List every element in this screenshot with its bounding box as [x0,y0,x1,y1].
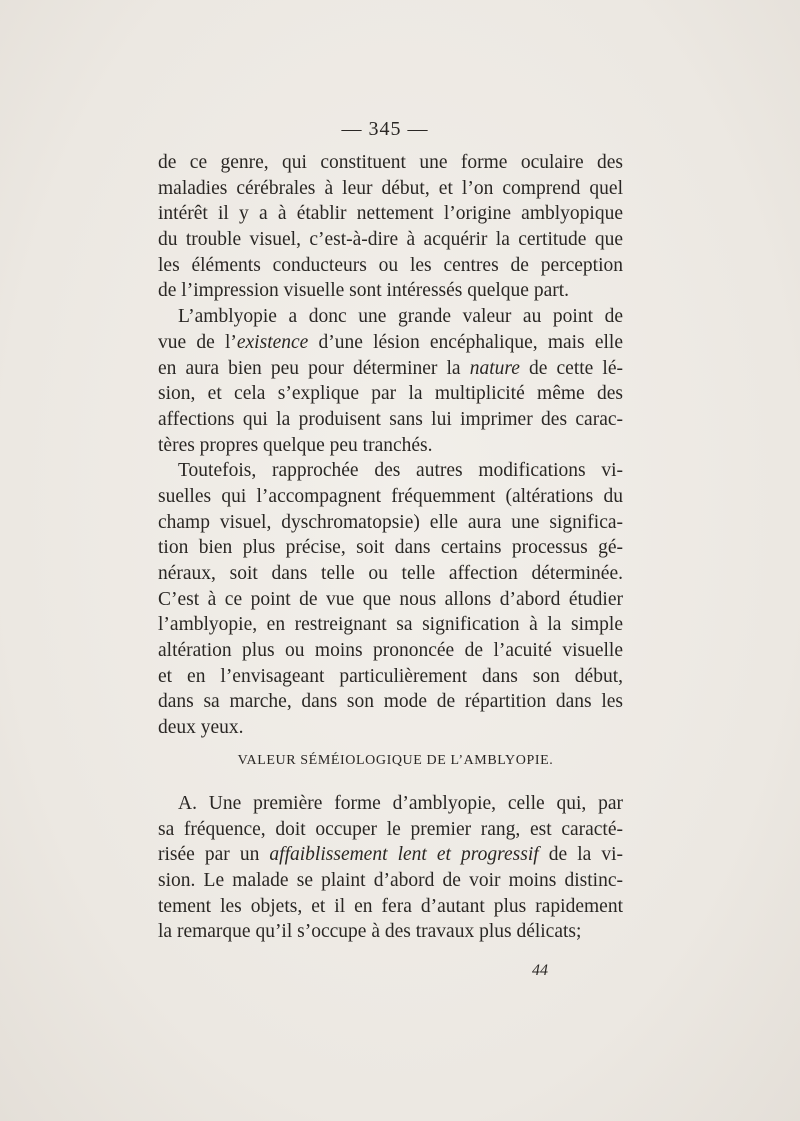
text-line: dans sa marche, dans son mode de répartition dans les [158,691,623,713]
text-line: Toutefois, rapprochée des autres modifications vi- [178,460,623,482]
text-line [158,356,623,382]
text-line: tement les objets, et il en fera d’autant plus rapidement [158,895,623,917]
text-run: en aura bien peu pour déterminer la [158,357,470,379]
text-line: néraux, soit dans telle ou telle affection déterminée. [158,563,623,584]
text-line: sion, et cela s’explique par la multiplicité même des [158,383,623,405]
body-text [158,150,623,945]
text-run: d’une lésion encéphalique, mais elle [308,331,623,353]
text-line: maladies cérébrales à leur début, et l’on comprend quel [158,177,623,199]
text-line: sion. Le malade se plaint d’abord de voir moins distinc- [158,869,623,891]
text-line: tion bien plus précise, soit dans certains processus gé- [158,537,623,559]
paragraph-1 [158,150,623,304]
text-line: deux yeux. [158,717,244,739]
text-run: de la vi- [538,844,624,866]
text-line: les éléments conducteurs ou les centres de perception [158,254,623,276]
text-line: la remarque qu’il s’occupe à des travaux plus délicats; [158,921,582,943]
text-line [158,330,623,356]
text-line: affections qui la produisent sans lui imprimer des carac- [158,408,623,430]
text-run: de cette lé- [519,357,623,379]
paragraph-2 [158,304,623,458]
paragraph-3 [158,458,623,741]
text-line: A. Une première forme d’amblyopie, celle qui, par [178,792,623,814]
italic-term: nature [469,357,520,379]
text-run: risée par un [158,844,270,866]
text-line: C’est à ce point de vue que nous allons d’abord étudier [158,588,623,610]
text-line: l’amblyopie, en restreignant sa signification à la simple [158,614,623,636]
text-line: L’amblyopie a donc une grande valeur au point de [178,306,623,328]
page-number: — 345 — [341,118,429,140]
italic-term: existence [236,331,309,353]
text-line: du trouble visuel, c’est-à-dire à acquérir la certitude que [158,229,623,251]
text-line [158,842,623,868]
italic-term: affaiblissement lent et progressif [269,844,539,866]
text-line: suelles qui l’accompagnent fréquemment (altérations du [158,485,623,507]
spacer [158,781,623,791]
text-line: champ visuel, dyschromatopsie) elle aura une significa- [158,511,623,533]
text-line: et en l’envisageant particulièrement dans son début, [158,665,623,687]
section-heading: VALEUR SÉMÉIOLOGIQUE DE L’AMBLYOPIE. [237,752,554,768]
text-run: vue de l’ [158,331,237,353]
signature-mark: 44 [532,962,548,979]
text-line: tères propres quelque peu tranchés. [158,434,433,456]
text-line: de l’impression visuelle sont intéressés quelque part. [158,280,570,302]
text-line: de ce genre, qui constituent une forme oculaire des [158,152,623,173]
text-line: altération plus ou moins prononcée de l’acuité visuelle [158,640,623,662]
text-line: intérêt il y a à établir nettement l’origine amblyopique [158,203,623,225]
text-line: sa fréquence, doit occuper le premier rang, est caracté- [158,818,623,840]
paragraph-4 [158,791,623,945]
